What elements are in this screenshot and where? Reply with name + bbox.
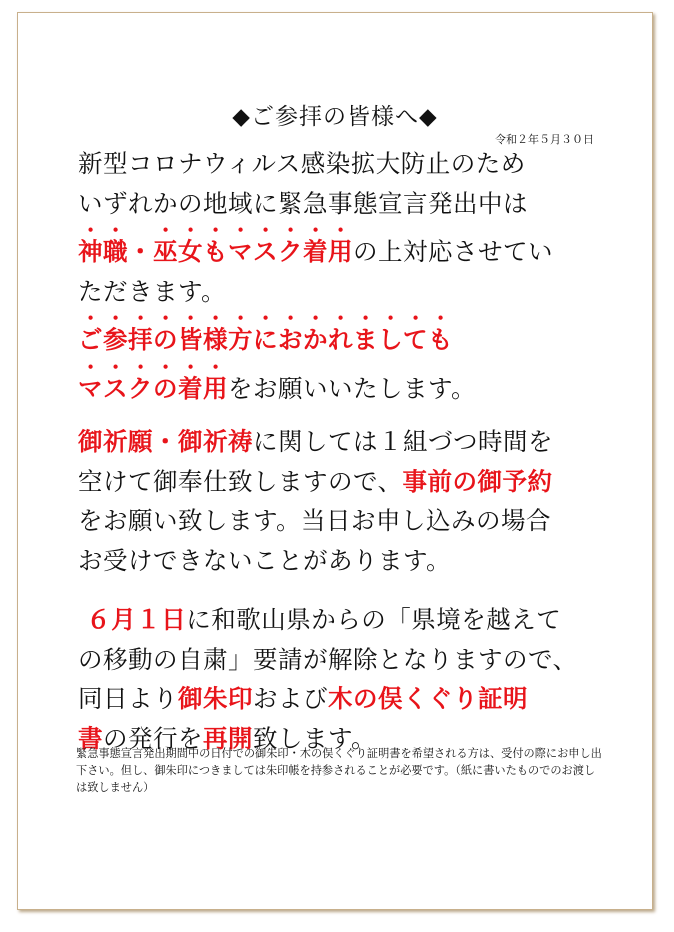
highlight-certificate-end: 書 bbox=[78, 723, 103, 753]
text-line bbox=[78, 360, 638, 409]
highlight-reservation: 事前の御予約 bbox=[402, 466, 553, 496]
text-line bbox=[78, 422, 638, 462]
highlight-staff-mask: 神職・巫女もマスク着用 bbox=[78, 237, 353, 266]
text-line bbox=[78, 679, 638, 719]
text-segment: 空けて御奉仕致しますので、 bbox=[78, 466, 403, 496]
highlight-prayer: 御祈願・御祈祷 bbox=[78, 427, 253, 456]
text-line: ただきます。 bbox=[78, 276, 227, 306]
text-line: の移動の自粛」要請が解除となりますので、 bbox=[78, 644, 578, 674]
highlight-date: ６月１日 bbox=[86, 605, 187, 634]
text-segment: の上対応させてい bbox=[353, 237, 553, 266]
text-segment: および bbox=[253, 684, 328, 713]
footnote: 緊急事態宣言発出期間中の日付での御朱印・木の俣くぐり証明書を希望される方は、受付の際にお申し出下さい。但し、御朱印につきましては朱印帳を持参されることが必要です。（紙に書いたものでのお渡しは致しません） bbox=[76, 747, 602, 794]
notice-date: 令和２年５月３０日 bbox=[495, 133, 594, 146]
highlight-resume: 再開 bbox=[203, 723, 253, 753]
highlight-wear-mask: マスクの着用 bbox=[78, 373, 228, 403]
text-segment: に関しては１組づつ時間を bbox=[253, 427, 553, 456]
paragraph-prayer-reservation bbox=[78, 422, 638, 580]
text-line: をお願い致します。当日お申し込みの場合 bbox=[78, 506, 552, 535]
text-line bbox=[78, 223, 638, 272]
text-segment: 同日より bbox=[78, 684, 178, 713]
highlight-certificate: 木の俣くぐり証明 bbox=[328, 684, 528, 713]
text-line bbox=[78, 311, 638, 360]
paragraph-mask-notice bbox=[78, 144, 638, 408]
text-line bbox=[78, 600, 638, 640]
text-line: お受けできないことがあります。 bbox=[78, 545, 452, 575]
text-line: 新型コロナウィルス感染拡大防止のため bbox=[78, 149, 526, 178]
text-line bbox=[78, 462, 638, 502]
text-segment: 致します。 bbox=[253, 723, 377, 753]
text-line: いずれかの地域に緊急事態宣言発出中は bbox=[78, 188, 528, 218]
paragraph-goshuin-resume bbox=[78, 600, 638, 758]
notice-body bbox=[78, 144, 638, 758]
highlight-goshuin: 御朱印 bbox=[178, 684, 253, 713]
text-segment: の発行を bbox=[103, 723, 203, 753]
text-segment: に和歌山県からの「県境を越えて bbox=[186, 605, 562, 634]
notice-sheet bbox=[17, 12, 653, 910]
highlight-visitors-mask: ご参拝の皆様方におかれましても bbox=[78, 325, 453, 354]
text-segment: をお願いいたします。 bbox=[228, 373, 477, 403]
notice-title: ◆ご参拝の皆様へ◆ bbox=[232, 104, 438, 130]
